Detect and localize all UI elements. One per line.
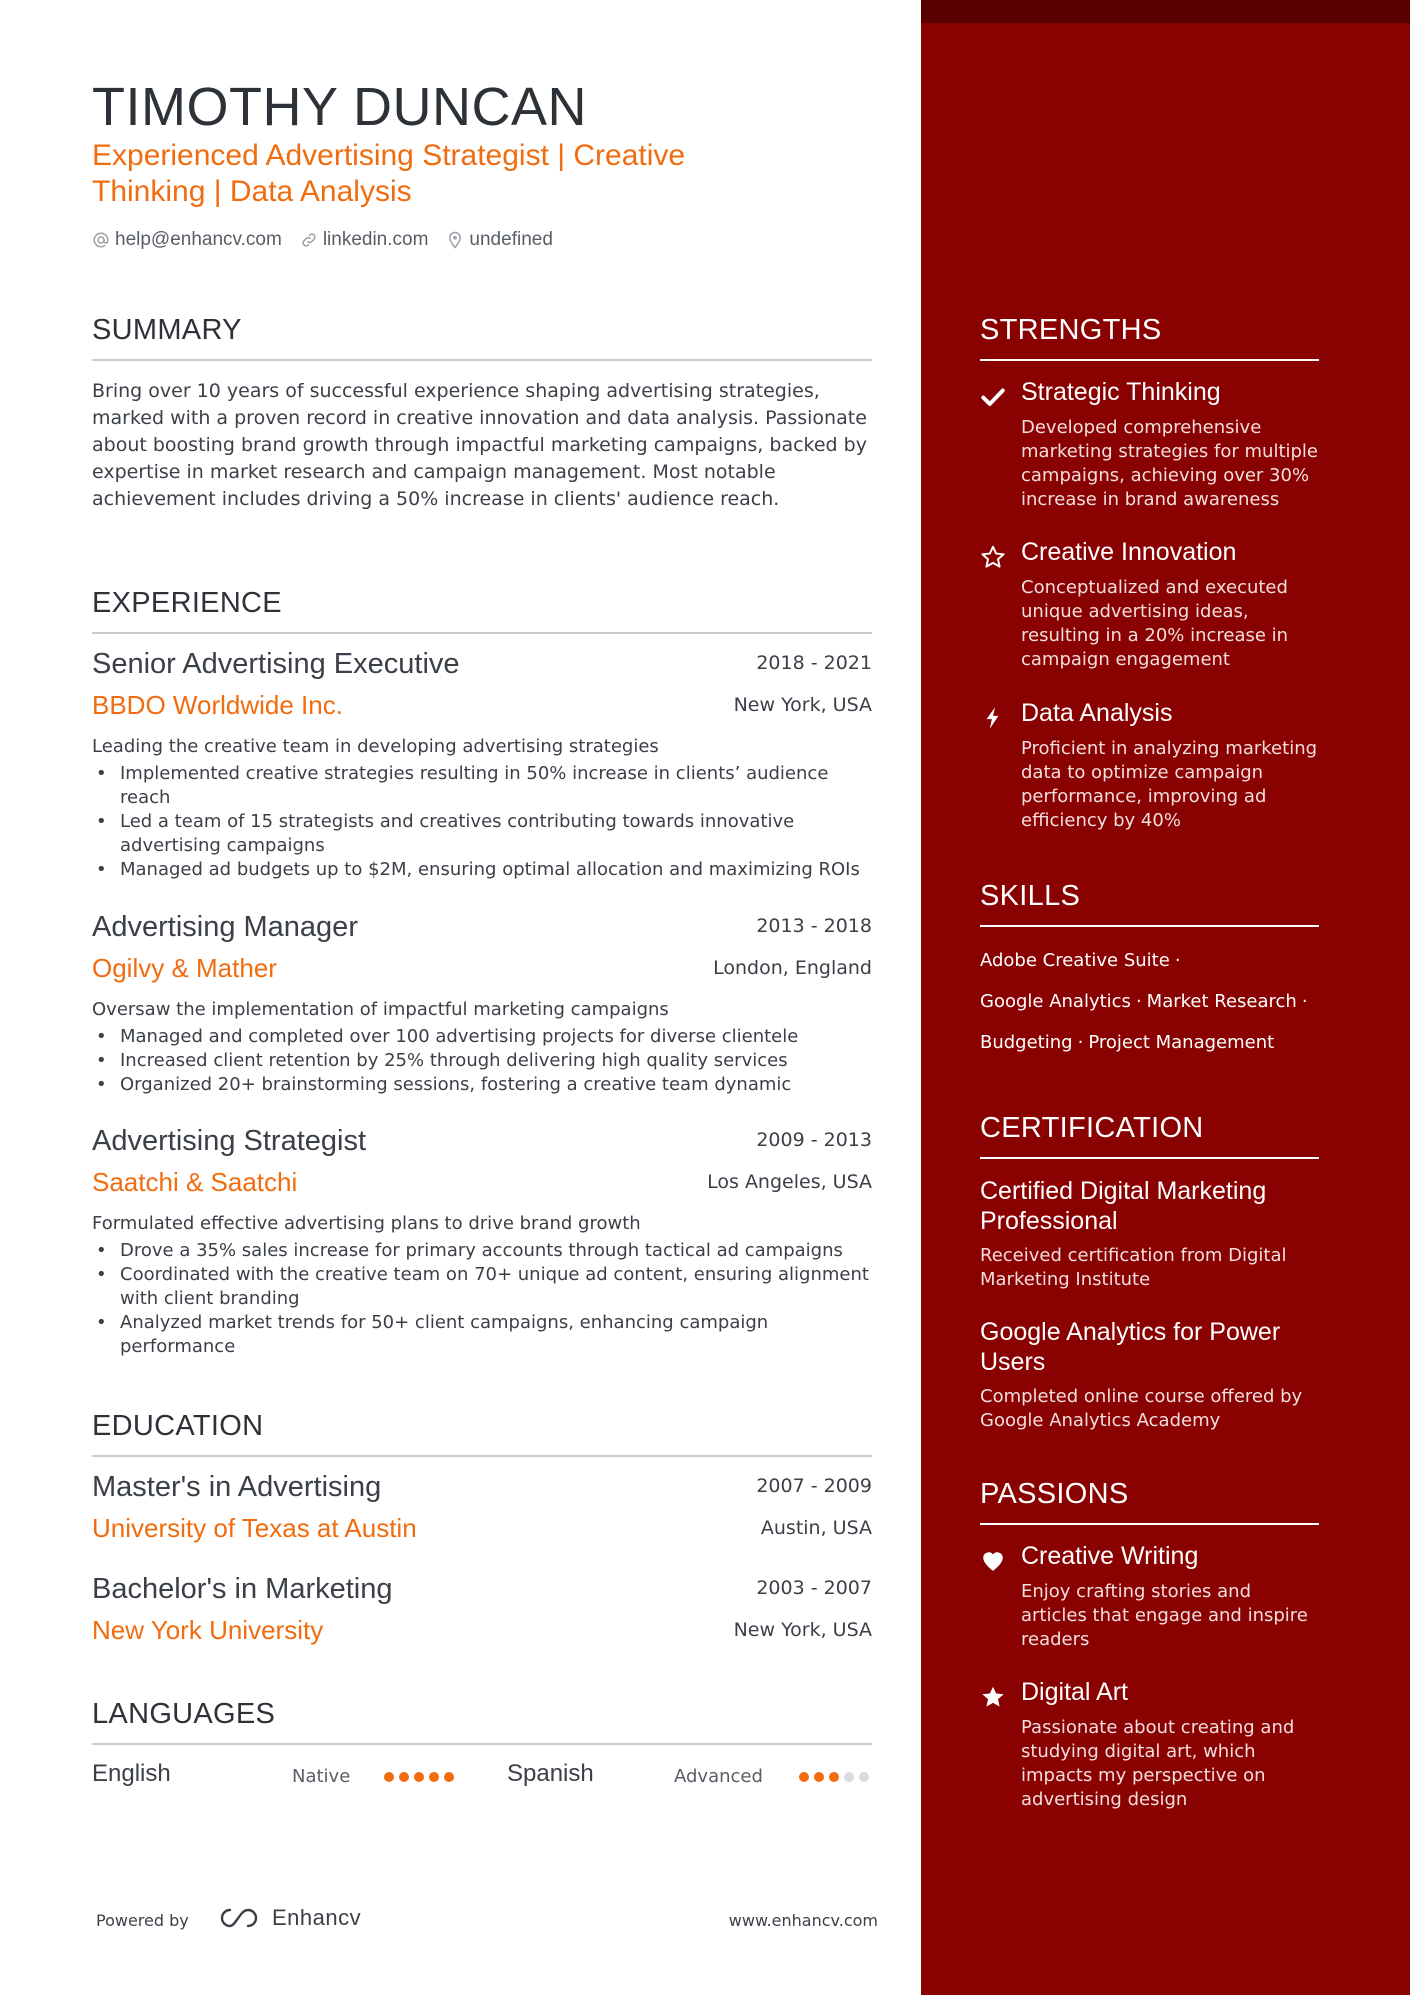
job-bullets [92,1239,872,1359]
job-location: New York, USA [733,694,872,716]
at-icon [92,231,110,249]
job-location: London, England [713,957,872,979]
strength-text: Conceptualized and executed unique advertising ideas, resulting in a 20% increase in campaign engagement [1021,577,1289,670]
job-bullets [92,762,872,882]
job-bullet: • Managed ad budgets up to $2M, ensuring optimal allocation and maximizing ROIs [92,858,872,882]
job-bullet: • Coordinated with the creative team on 70+ unique ad content, ensuring alignment with client branding [92,1263,872,1311]
education-dates: 2007 - 2009 [756,1475,872,1497]
skills-heading: SKILLS [980,880,1319,927]
location-text: undefined [469,229,553,250]
job-bullet: • Drove a 35% sales increase for primary accounts through tactical ad campaigns [92,1239,872,1263]
passion-text: Enjoy crafting stories and articles that engage and inspire readers [1021,1581,1308,1650]
contact-location [446,229,552,251]
education-entry [92,1471,872,1561]
job-description: Formulated effective advertising plans to drive brand growth [92,1213,641,1234]
job-company: Ogilvy & Mather [92,953,277,983]
skill-item: Google Analytics [980,991,1131,1012]
job-bullet: • Analyzed market trends for 50+ client campaigns, enhancing campaign performance [92,1311,872,1359]
certification-item [980,1317,1320,1433]
skill-item: Adobe Creative Suite [980,950,1170,971]
language-level: Advanced [674,1766,763,1787]
summary-text: Bring over 10 years of successful experience shaping advertising strategies, marked with a proven record in creative innovation and data analysis. Passionate about boosting brand growth through impactful marketing campaigns, backed by expertise in market research and campaign management. Most notable achievement includes driving a 50% increase in clients' audience reach. [92,380,867,510]
job-title: Advertising Manager [92,911,358,943]
job-dates: 2009 - 2013 [756,1129,872,1151]
education-entry [92,1573,872,1663]
checkmark-icon [980,384,1006,410]
heart-icon [980,1548,1006,1574]
passion-text: Passionate about creating and studying digital art, which impacts my perspective on advertising design [1021,1717,1295,1810]
job-bullet: • Organized 20+ brainstorming sessions, fostering a creative team dynamic [92,1073,872,1097]
job-description: Oversaw the implementation of impactful marketing campaigns [92,999,669,1020]
skill-item: Budgeting [980,1032,1073,1053]
rating-dot-empty [844,1772,854,1782]
certification-text: Received certification from Digital Marketing Institute [980,1245,1287,1290]
star-outline-icon [980,544,1006,570]
languages-list [92,1760,872,1800]
job-location: Los Angeles, USA [707,1171,872,1193]
enhancv-logo[interactable] [216,1905,361,1931]
link-icon [300,231,318,249]
job-company: Saatchi & Saatchi [92,1167,298,1197]
language-item [507,1760,594,1788]
job-dates: 2018 - 2021 [756,652,872,674]
passions-heading: PASSIONS [980,1478,1319,1525]
passion-title: Digital Art [1021,1678,1128,1706]
job-title: Senior Advertising Executive [92,648,460,680]
rating-dot-filled [444,1772,454,1782]
certification-heading: CERTIFICATION [980,1112,1319,1159]
skill-separator: · [1174,950,1181,971]
passion-title: Creative Writing [1021,1542,1199,1570]
language-name: Spanish [507,1760,594,1787]
lightning-icon [980,705,1006,731]
job-bullet: • Managed and completed over 100 advertising projects for diverse clientele [92,1025,872,1049]
logo-text: Enhancv [272,1905,362,1930]
sidebar [921,0,1410,1995]
star-icon [980,1684,1006,1710]
languages-heading: LANGUAGES [92,1698,872,1745]
footer [96,1905,878,1935]
job-title: Advertising Strategist [92,1125,367,1157]
job-company: BBDO Worldwide Inc. [92,690,343,720]
contact-info [92,229,553,251]
education-dates: 2003 - 2007 [756,1577,872,1599]
language-rating [799,1772,869,1782]
skill-item: Market Research [1146,991,1297,1012]
language-item [92,1760,171,1788]
certification-title: Google Analytics for Power Users [980,1318,1281,1376]
job-dates: 2013 - 2018 [756,915,872,937]
rating-dot-filled [429,1772,439,1782]
job-bullet: • Increased client retention by 25% through delivering high quality services [92,1049,872,1073]
language-name: English [92,1760,171,1787]
strength-text: Proficient in analyzing marketing data to optimize campaign performance, improving ad efficiency by 40% [1021,738,1318,831]
skill-item: Project Management [1088,1032,1275,1053]
certification-item [980,1176,1320,1292]
experience-heading: EXPERIENCE [92,587,872,634]
website-link[interactable]: www.enhancv.com [728,1911,878,1930]
rating-dot-filled [814,1772,824,1782]
job-description: Leading the creative team in developing advertising strategies [92,736,659,757]
candidate-tagline: Experienced Advertising Strategist | Creative Thinking | Data Analysis [92,139,686,208]
job-bullet: • Implemented creative strategies resulting in 50% increase in clients’ audience reach [92,762,872,810]
contact-linkedin[interactable] [300,229,429,251]
location-pin-icon [446,231,464,249]
rating-dot-filled [384,1772,394,1782]
powered-by-label: Powered by [96,1911,189,1930]
education-heading: EDUCATION [92,1410,872,1457]
skill-separator: · [1077,1032,1084,1053]
strength-text: Developed comprehensive marketing strategies for multiple campaigns, achieving over 30% increase in brand awareness [1021,417,1319,510]
skill-separator: · [1135,991,1142,1012]
enhancv-logo-icon [216,1906,264,1930]
rating-dot-filled [799,1772,809,1782]
language-level: Native [292,1766,351,1787]
contact-email[interactable] [92,229,282,251]
rating-dot-empty [859,1772,869,1782]
sidebar-top-bar [921,0,1410,23]
skill-separator: · [1301,991,1308,1012]
certification-text: Completed online course offered by Google Analytics Academy [980,1386,1303,1431]
strengths-heading: STRENGTHS [980,314,1319,361]
linkedin-text: linkedin.com [322,229,429,250]
degree-title: Master's in Advertising [92,1471,382,1503]
strength-title: Strategic Thinking [1021,378,1221,406]
job-bullet: • Led a team of 15 strategists and creatives contributing towards innovative advertising campaigns [92,810,872,858]
job-bullets [92,1025,872,1097]
skills-list [980,940,1320,1063]
summary-heading: SUMMARY [92,314,872,361]
email-text: help@enhancv.com [115,229,282,250]
degree-title: Bachelor's in Marketing [92,1573,393,1605]
candidate-name: TIMOTHY DUNCAN [92,77,588,137]
certification-title: Certified Digital Marketing Professional [980,1177,1267,1235]
school-location: Austin, USA [760,1517,872,1539]
rating-dot-filled [414,1772,424,1782]
school-name: University of Texas at Austin [92,1513,417,1543]
rating-dot-filled [399,1772,409,1782]
strength-title: Creative Innovation [1021,538,1237,566]
rating-dot-filled [829,1772,839,1782]
language-rating [384,1772,454,1782]
school-location: New York, USA [733,1619,872,1641]
school-name: New York University [92,1615,324,1645]
strength-title: Data Analysis [1021,699,1173,727]
